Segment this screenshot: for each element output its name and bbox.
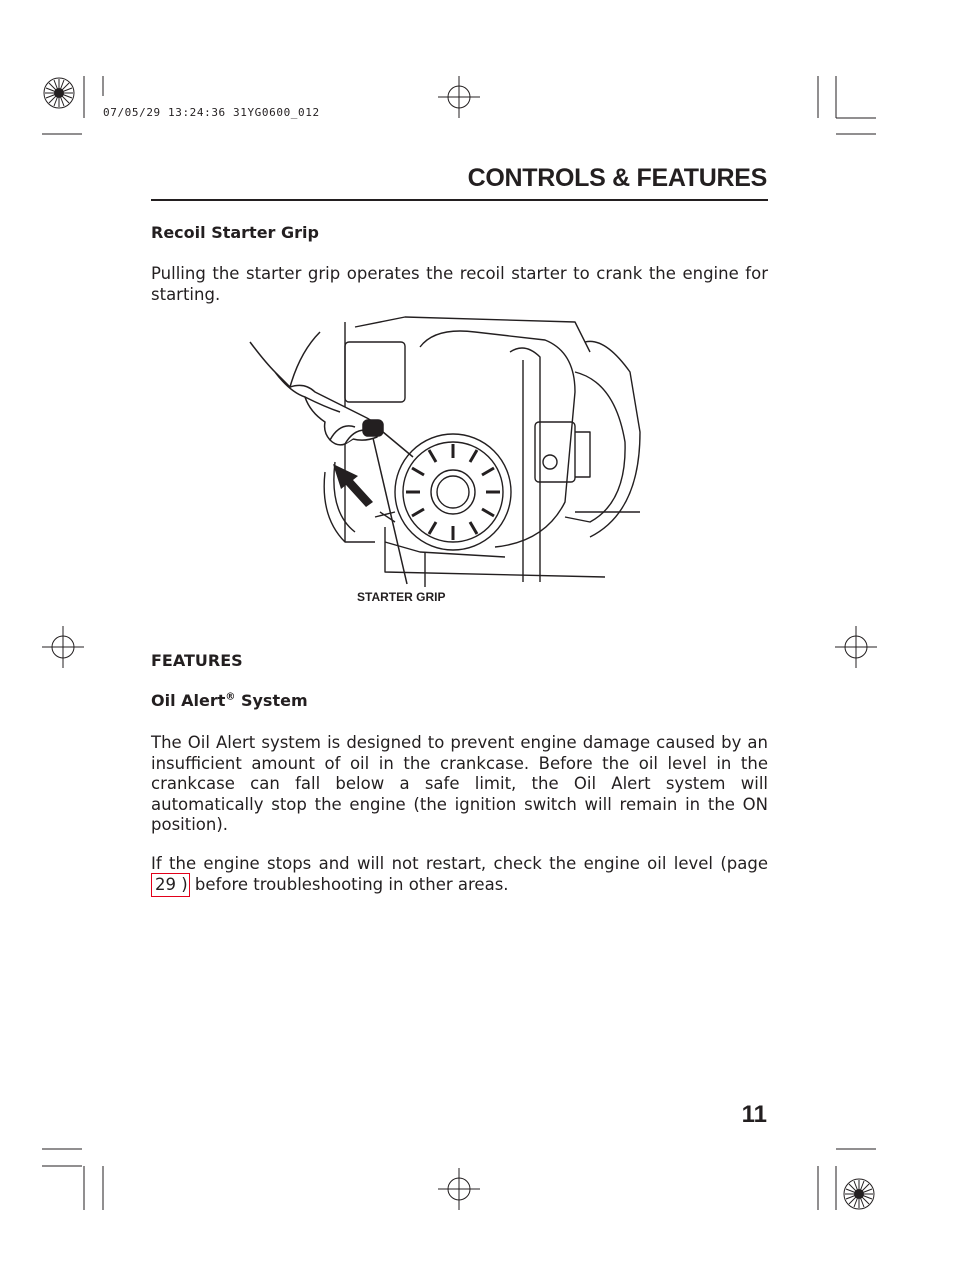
print-stamp: 07/05/29 13:24:36 31YG0600_012: [103, 106, 320, 119]
page-number: 11: [741, 1101, 767, 1128]
registered-mark: ®: [225, 691, 236, 703]
starburst-target-bottom: [844, 1179, 874, 1209]
recoil-body: Pulling the starter grip operates the recoil starter to crank the engine for starting.: [151, 264, 768, 304]
oil-alert-paragraph: The Oil Alert system is designed to prevent engine damage caused by an insufficient amount of oil in the crankcase. Before the oil level in the crankcase can fall below a safe limit, the Oil Alert system will automatically stop the engine (the ignition switch will remain in the ON position).: [151, 733, 768, 834]
starburst-target-top: [44, 78, 74, 108]
oil-alert-heading-main: Oil Alert: [151, 691, 226, 710]
page-29-link[interactable]: 29 ): [151, 873, 190, 897]
starter-grip-illustration: [245, 312, 655, 592]
features-heading: FEATURES: [151, 651, 243, 670]
recoil-heading: Recoil Starter Grip: [151, 223, 319, 242]
oil-check-text-before: If the engine stops and will not restart, check the engine oil level (page: [151, 854, 768, 873]
starter-grip-callout: STARTER GRIP: [357, 590, 446, 604]
title-rule: [151, 199, 768, 201]
pull-direction-arrow-icon: [333, 464, 373, 507]
oil-alert-heading-tail: System: [235, 691, 308, 710]
oil-check-paragraph: [151, 854, 768, 895]
oil-alert-heading: [151, 691, 308, 710]
section-title: CONTROLS & FEATURES: [467, 164, 767, 192]
oil-check-text-after: before troubleshooting in other areas.: [189, 874, 509, 894]
